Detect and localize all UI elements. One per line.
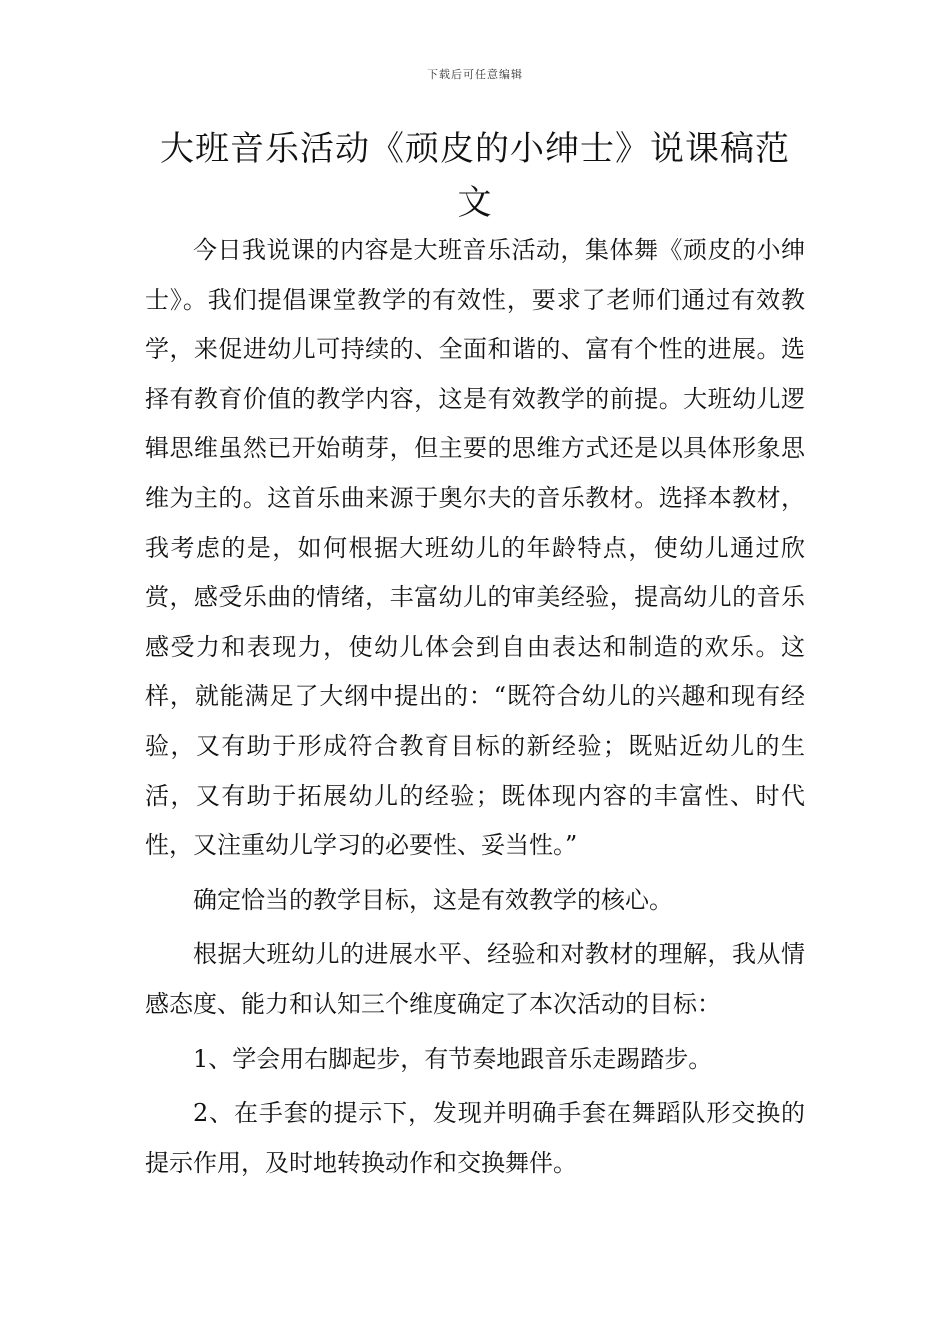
paragraph-core: 确定恰当的教学目标，这是有效教学的核心。: [193, 885, 673, 914]
document-title: 大班音乐活动《顽皮的小绅士》说课稿范文: [160, 129, 790, 223]
paragraph-goal-2: 2、在手套的提示下，发现并明确手套在舞蹈队形交换的提示作用，及时地转换动作和交换舞伴。: [145, 1099, 805, 1177]
paragraph-intro: 今日我说课的内容是大班音乐活动，集体舞《顽皮的小绅士》。我们提倡课堂教学的有效性，要求了老师们通过有效教学，来促进幼儿可持续的、全面和谐的、富有个性的进展。选择有教育价值的教学内容，这是有效教学的前提。大班幼儿逻辑思维虽然已开始萌芽，但主要的思维方式还是以具体形象思维为主的。这首乐曲来源于奥尔夫的音乐教材。选择本教材，我考虑的是，如何根据大班幼儿的年龄特点，使幼儿通过欣赏，感受乐曲的情绪，丰富幼儿的审美经验，提高幼儿的音乐感受力和表现力，使幼儿体会到自由表达和制造的欢乐。这样，就能满足了大纲中提出的：“既符合幼儿的兴趣和现有经验，又有助于形成符合教育目标的新经验；既贴近幼儿的生活，又有助于拓展幼儿的经验；既体现内容的丰富性、时代性，又注重幼儿学习的必要性、妥当性。”: [145, 236, 805, 860]
paragraph-goals-intro: 根据大班幼儿的进展水平、经验和对教材的理解，我从情感态度、能力和认知三个维度确定了本次活动的目标：: [145, 940, 805, 1018]
paragraph-goal-1: 1、学会用右脚起步，有节奏地跟音乐走踢踏步。: [193, 1044, 713, 1073]
document-body: [145, 226, 805, 1188]
header-note: 下载后可任意编辑: [427, 68, 523, 81]
